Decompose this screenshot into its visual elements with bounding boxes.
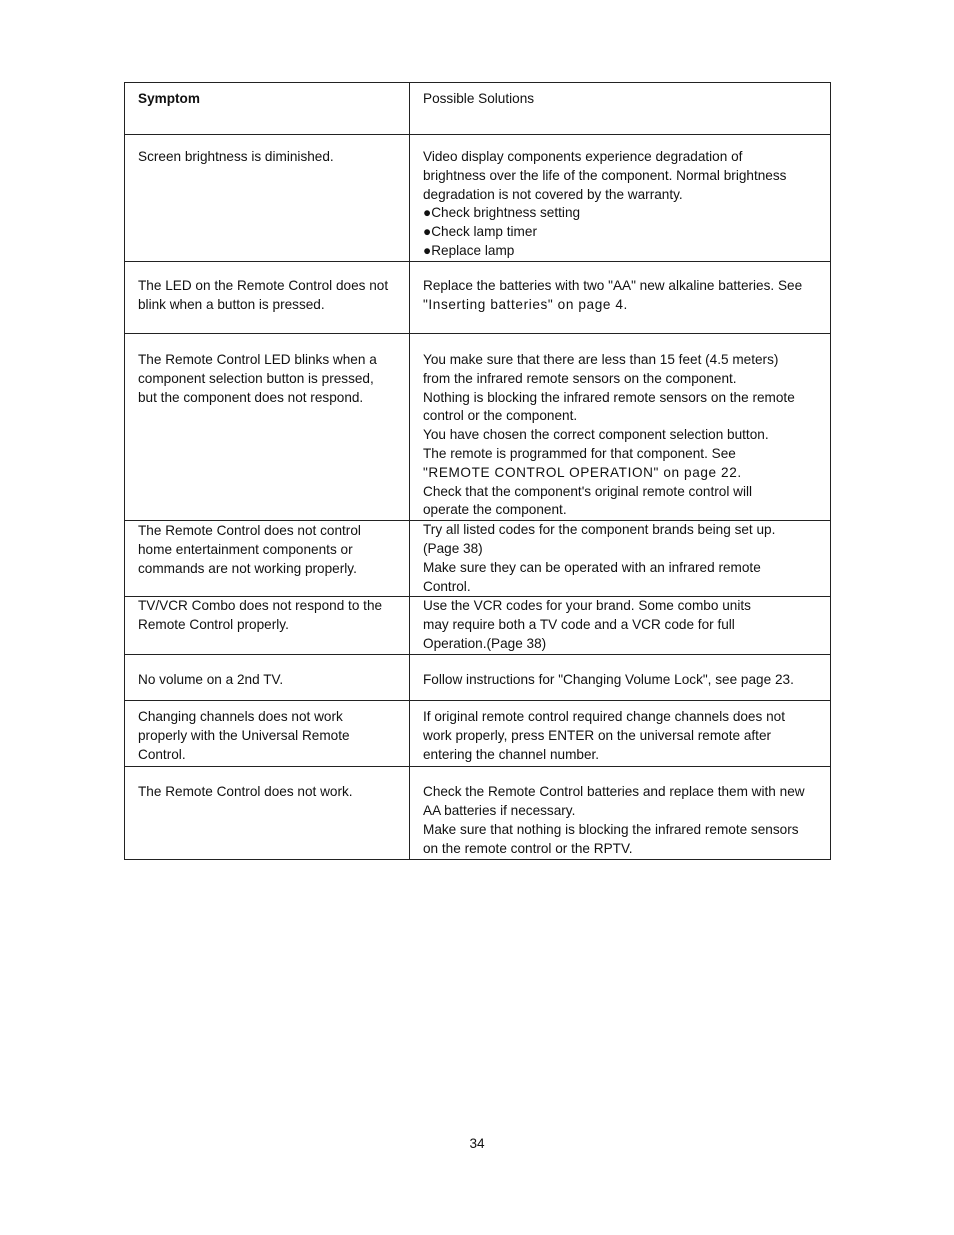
troubleshooting-table (124, 82, 831, 860)
solution-text: Video display components experience degradation of (423, 149, 743, 164)
symptom-text: properly with the Universal Remote (138, 728, 350, 744)
symptom-cell (125, 701, 410, 767)
table-row (125, 767, 831, 859)
page-number: 34 (469, 1136, 485, 1151)
solution-text: on the remote control or the RPTV. (423, 840, 633, 856)
symptom-text: The Remote Control does not control (138, 523, 361, 539)
solution-text: "REMOTE CONTROL OPERATION" on page 22. (423, 464, 742, 480)
symptom-text: Screen brightness is diminished. (138, 149, 334, 164)
solution-text: Nothing is blocking the infrared remote sensors on the remote (423, 389, 795, 405)
solution-cell (410, 597, 831, 655)
solution-cell (410, 521, 831, 597)
solution-bullet: ●Check lamp timer (423, 224, 537, 240)
solutions-header-cell (410, 83, 831, 135)
solution-text: Control. (423, 578, 471, 594)
table-header-row (125, 83, 831, 135)
symptom-cell (125, 135, 410, 262)
solution-text: Use the VCR codes for your brand. Some combo units (423, 598, 751, 614)
solution-bullet: ●Replace lamp (423, 242, 515, 258)
solution-text: You make sure that there are less than 15 feet (4.5 meters) (423, 352, 779, 367)
symptom-header-cell (125, 83, 410, 135)
solution-text: brightness over the life of the component. Normal brightness (423, 167, 787, 183)
symptom-text: blink when a button is pressed. (138, 296, 325, 312)
solution-text: degradation is not covered by the warranty. (423, 186, 683, 202)
symptom-text: Remote Control properly. (138, 617, 289, 633)
solution-cell (410, 701, 831, 767)
solution-text: work properly, press ENTER on the universal remote after (423, 728, 772, 744)
symptom-text: The Remote Control does not work. (138, 784, 353, 800)
solution-text: may require both a TV code and a VCR code for full (423, 617, 735, 633)
symptom-cell (125, 334, 410, 521)
solution-cell (410, 334, 831, 521)
table-row (125, 135, 831, 262)
solution-text: Operation.(Page 38) (423, 635, 547, 651)
symptom-header: Symptom (138, 91, 200, 106)
solution-text: The remote is programmed for that component. See (423, 445, 736, 461)
symptom-text: Control. (138, 746, 186, 762)
symptom-text: Changing channels does not work (138, 709, 343, 725)
solution-text: AA batteries if necessary. (423, 803, 576, 819)
solution-cell (410, 655, 831, 701)
solution-cell (410, 262, 831, 334)
symptom-text: No volume on a 2nd TV. (138, 672, 284, 688)
solution-text: If original remote control required change channels does not (423, 709, 785, 725)
symptom-text: The LED on the Remote Control does not (138, 278, 389, 293)
table-row (125, 701, 831, 767)
table-row (125, 521, 831, 597)
solution-text: Replace the batteries with two "AA" new alkaline batteries. See (423, 278, 803, 293)
solution-text: control or the component. (423, 408, 578, 424)
solution-text: Make sure that nothing is blocking the infrared remote sensors (423, 821, 799, 837)
solution-bullet: ●Check brightness setting (423, 205, 581, 221)
symptom-text: but the component does not respond. (138, 389, 364, 405)
table-row (125, 655, 831, 701)
solution-text: Make sure they can be operated with an infrared remote (423, 559, 761, 575)
symptom-cell (125, 262, 410, 334)
symptom-cell (125, 521, 410, 597)
symptom-cell (125, 597, 410, 655)
solution-text: Try all listed codes for the component brands being set up. (423, 522, 776, 538)
solution-text: entering the channel number. (423, 746, 600, 762)
symptom-text: TV/VCR Combo does not respond to the (138, 598, 383, 614)
solution-text: operate the component. (423, 502, 567, 518)
solution-text: "Inserting batteries" on page 4. (423, 296, 628, 312)
table-row (125, 597, 831, 655)
table-row (125, 334, 831, 521)
solutions-header: Possible Solutions (423, 91, 535, 106)
solution-text: from the infrared remote sensors on the component. (423, 370, 737, 386)
solution-text: (Page 38) (423, 540, 483, 556)
solution-text: Follow instructions for "Changing Volume Lock", see page 23. (423, 672, 794, 688)
solution-text: Check the Remote Control batteries and replace them with new (423, 784, 805, 800)
symptom-text: home entertainment components or (138, 541, 353, 557)
symptom-text: The Remote Control LED blinks when a (138, 352, 377, 367)
symptom-cell (125, 655, 410, 701)
solution-cell (410, 135, 831, 262)
symptom-text: commands are not working properly. (138, 560, 357, 576)
symptom-text: component selection button is pressed, (138, 370, 374, 386)
symptom-cell (125, 767, 410, 859)
solution-text: You have chosen the correct component selection button. (423, 427, 769, 443)
solution-cell (410, 767, 831, 859)
table-row (125, 262, 831, 334)
solution-text: Check that the component's original remote control will (423, 483, 753, 499)
